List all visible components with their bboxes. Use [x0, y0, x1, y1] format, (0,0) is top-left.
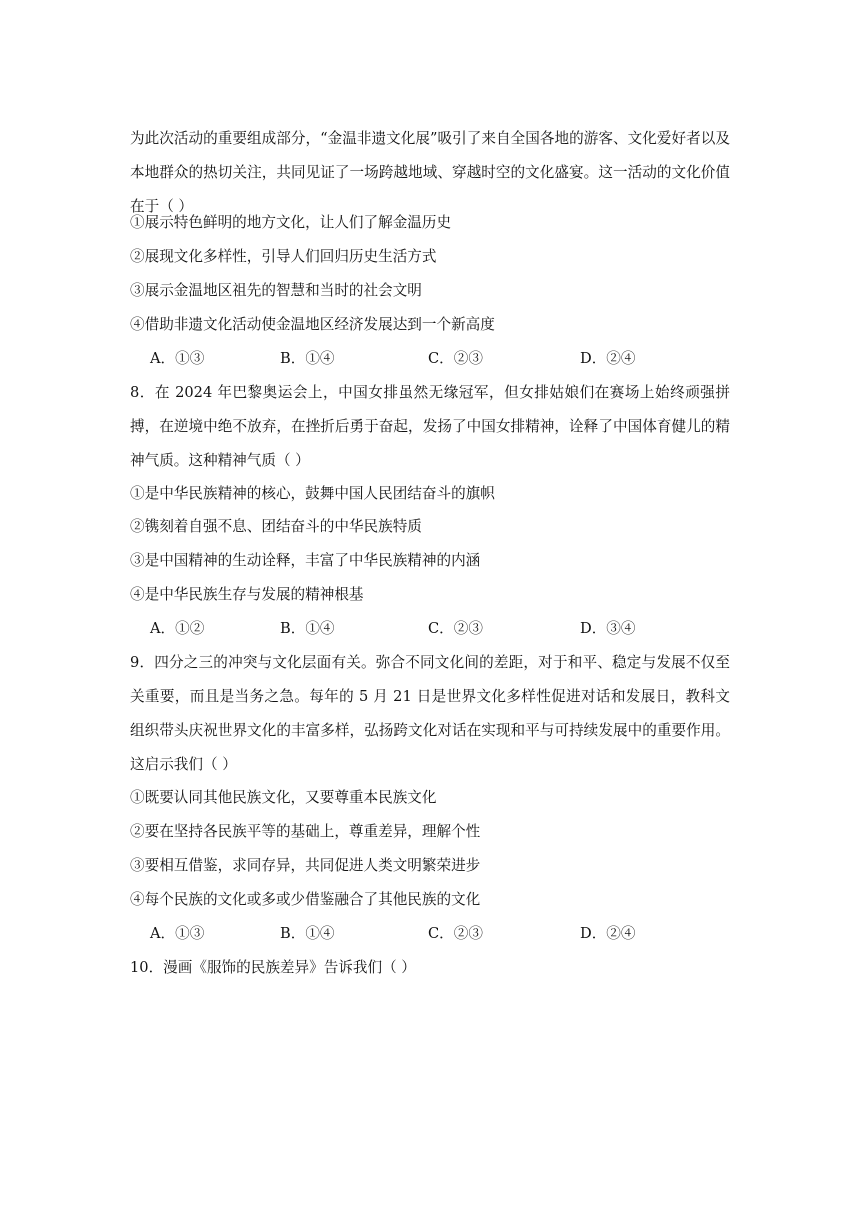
option-a: A．①③ — [150, 350, 205, 367]
statement-4: ④是中华民族生存与发展的精神根基 — [130, 586, 364, 603]
statement-4: ④每个民族的文化或多或少借鉴融合了其他民族的文化 — [130, 891, 481, 908]
statement-3: ③展示金温地区祖先的智慧和当时的社会文明 — [130, 282, 422, 299]
question-8-stem: 8．在 2024 年巴黎奥运会上，中国女排虽然无缘冠军，但女排姑娘们在赛场上始终顽强拼搏，在逆境中绝不放弃，在挫折后勇于奋起，发扬了中国女排精神，诠释了中国体育健儿的精神气质。这种精神气质（ ） — [130, 384, 730, 469]
answer-options — [150, 612, 710, 646]
option-b: B．①④ — [280, 620, 335, 637]
option-c: C．②③ — [428, 620, 483, 637]
statement-2: ②要在坚持各民族平等的基础上，尊重差异，理解个性 — [130, 823, 481, 840]
question-7-stem: 为此次活动的重要组成部分，“金温非遗文化展”吸引了来自全国各地的游客、文化爱好者以及本地群众的热切关注，共同见证了一场跨越地域、穿越时空的文化盛宴。这一活动的文化价值在于（ ） — [130, 130, 730, 215]
option-a: A．①③ — [150, 925, 205, 942]
statement-2: ②镌刻着自强不息、团结奋斗的中华民族特质 — [130, 518, 422, 535]
option-c: C．②③ — [428, 925, 483, 942]
option-d: D．②④ — [580, 925, 636, 942]
statement-2: ②展现文化多样性，引导人们回归历史生活方式 — [130, 248, 437, 265]
option-b: B．①④ — [280, 925, 335, 942]
statement-1: ①是中华民族精神的核心，鼓舞中国人民团结奋斗的旗帜 — [130, 485, 495, 502]
statement-3: ③要相互借鉴，求同存异，共同促进人类文明繁荣进步 — [130, 857, 481, 874]
question-9-stem: 9．四分之三的冲突与文化层面有关。弥合不同文化间的差距，对于和平、稳定与发展不仅至关重要，而且是当务之急。每年的 5 月 21 日是世界文化多样性促进对话和发展日，教科文组织带头庆祝世界文化的丰富多样，弘扬跨文化对话在实现和平与可持续发展中的重要作用。这启示我们（ ） — [130, 654, 730, 773]
statement-1: ①展示特色鲜明的地方文化，让人们了解金温历史 — [130, 214, 452, 231]
option-d: D．②④ — [580, 350, 636, 367]
answer-options — [150, 342, 710, 376]
option-b: B．①④ — [280, 350, 335, 367]
statement-3: ③是中国精神的生动诠释，丰富了中华民族精神的内涵 — [130, 552, 481, 569]
statement-4: ④借助非遗文化活动使金温地区经济发展达到一个新高度 — [130, 316, 495, 333]
option-d: D．③④ — [580, 620, 636, 637]
answer-options — [150, 917, 710, 951]
question-10-stem: 10．漫画《服饰的民族差异》告诉我们（ ） — [130, 959, 416, 976]
option-c: C．②③ — [428, 350, 483, 367]
option-a: A．①② — [150, 620, 205, 637]
statement-1: ①既要认同其他民族文化，又要尊重本民族文化 — [130, 789, 437, 806]
